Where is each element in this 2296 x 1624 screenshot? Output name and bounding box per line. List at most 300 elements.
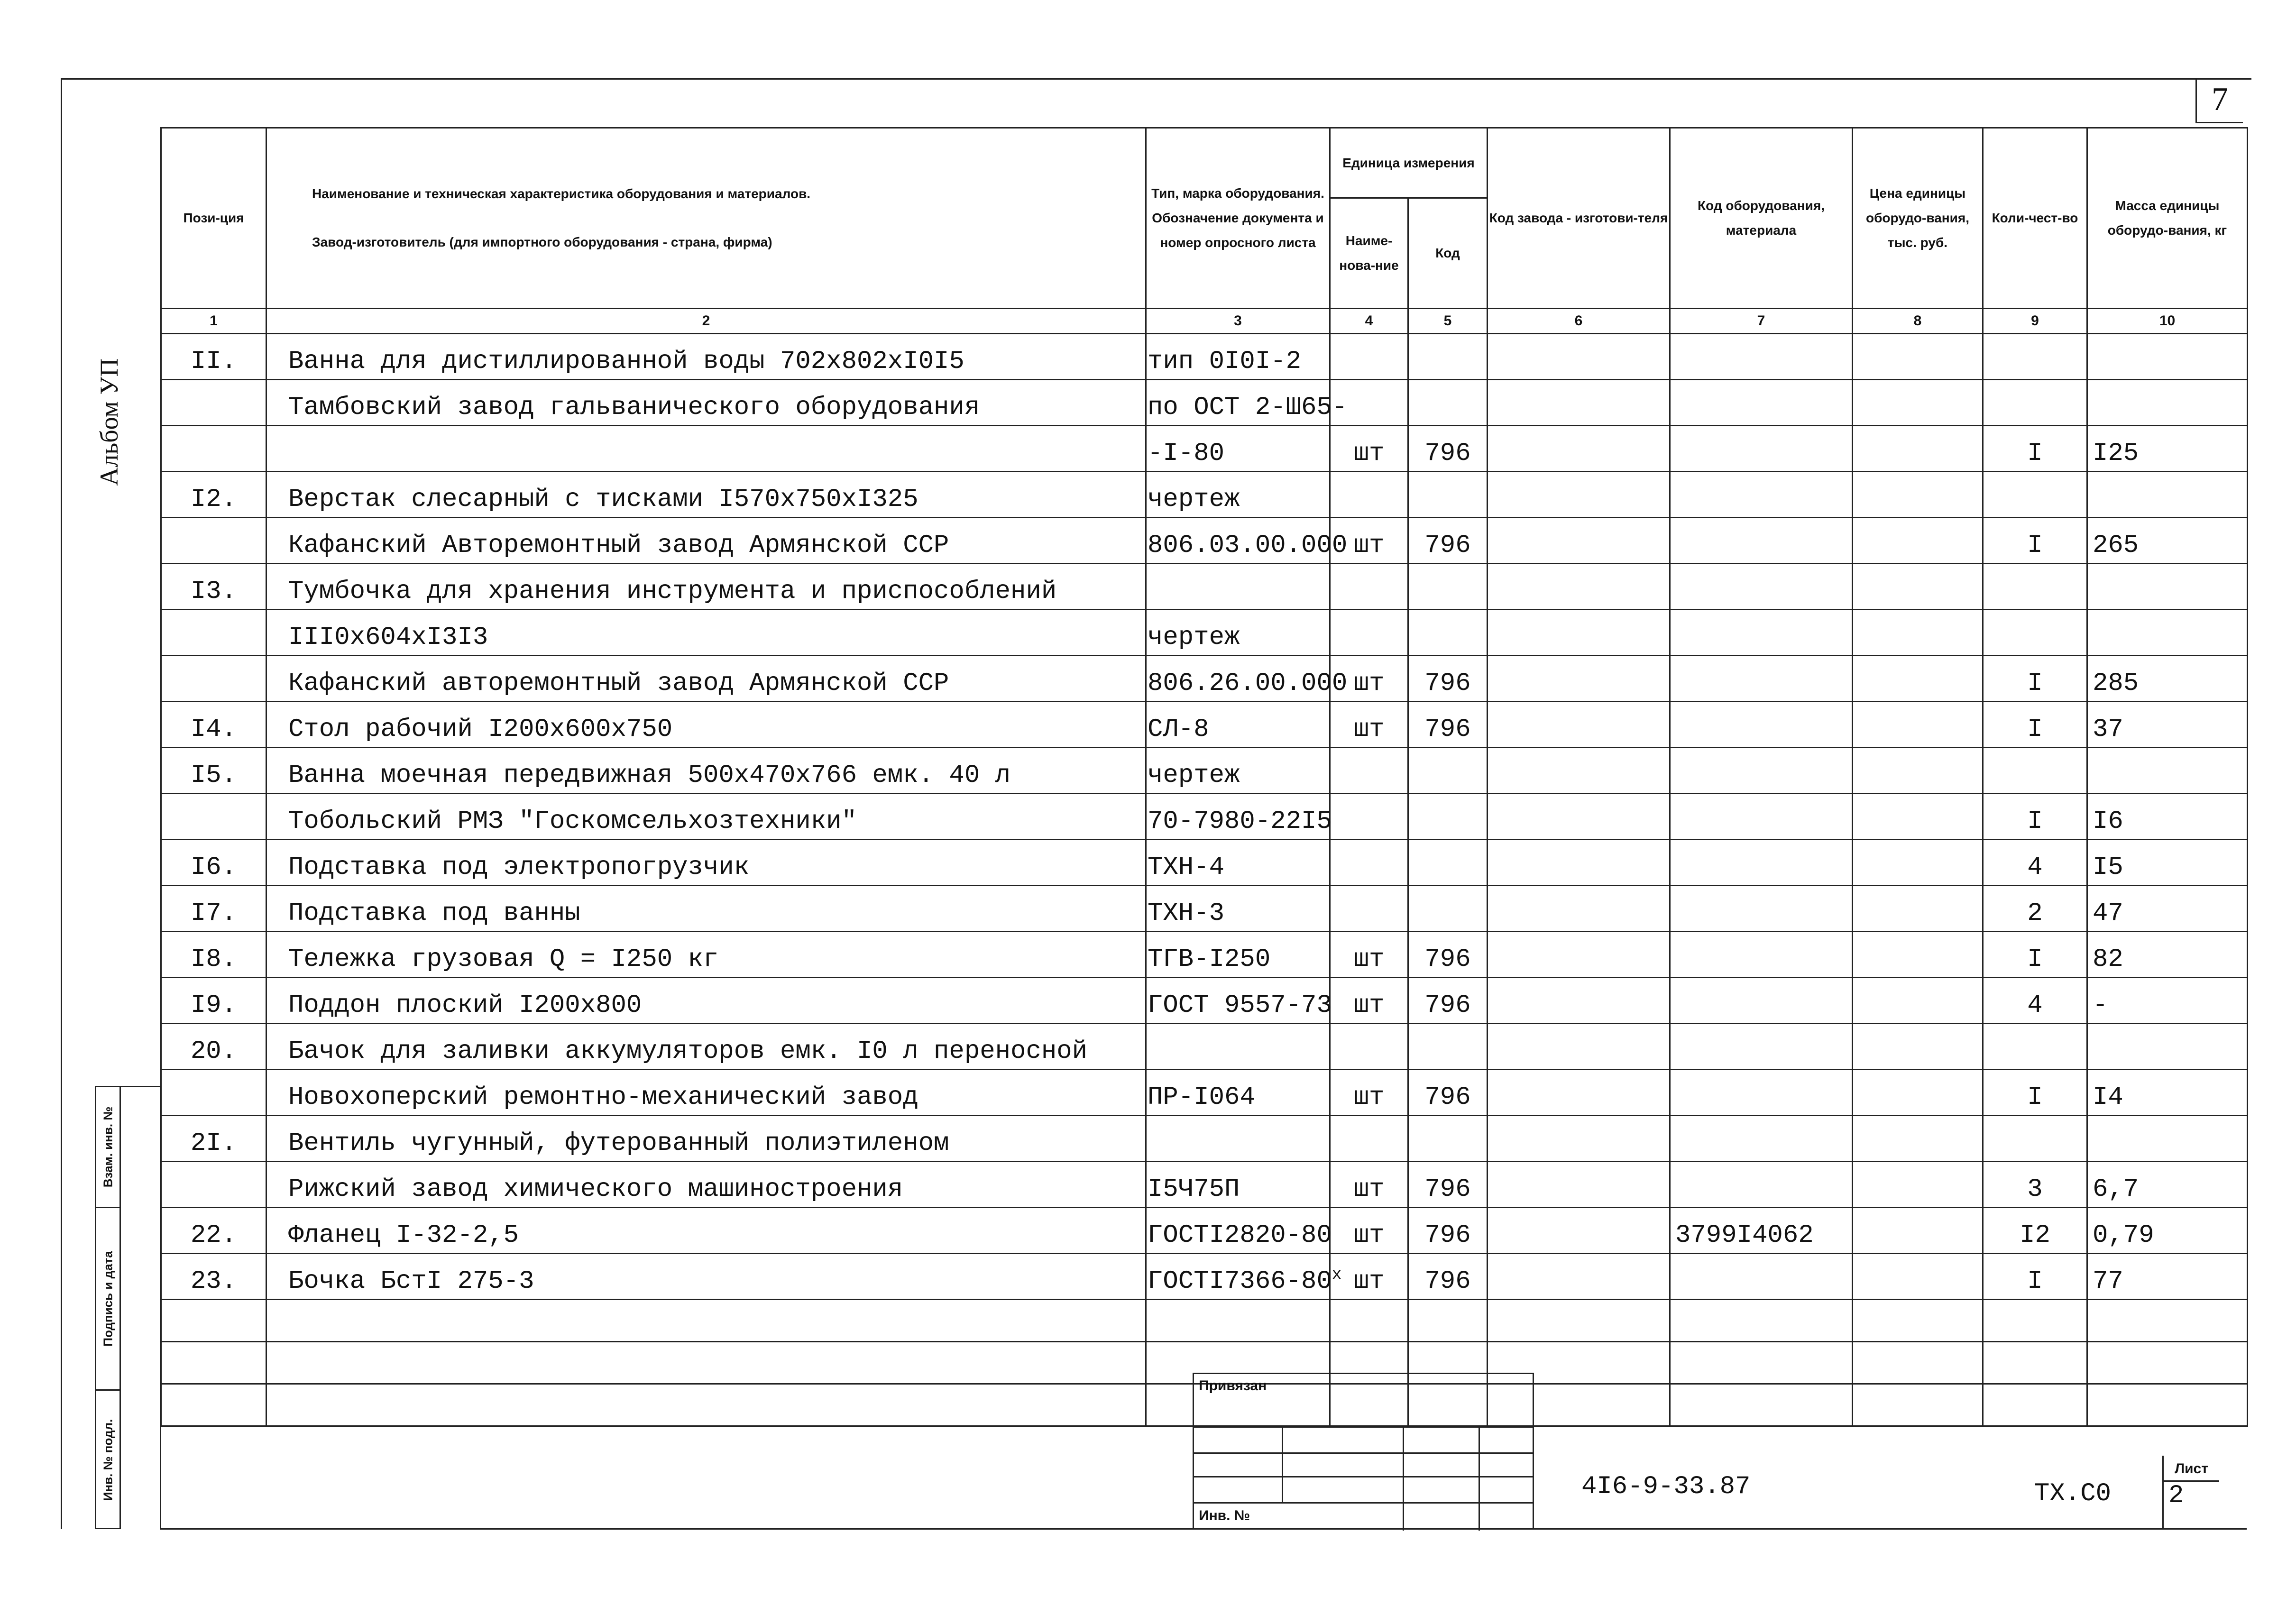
row-name (266, 610, 1146, 656)
empty-row (161, 1300, 2248, 1342)
row-price (1853, 380, 1983, 426)
table-row (161, 886, 2248, 932)
table-row (161, 564, 2248, 610)
row-equipment-code (1670, 748, 1853, 794)
stamp-line (1194, 1426, 1533, 1428)
row-quantity (1983, 656, 2087, 702)
row-position (161, 564, 266, 610)
row-unit (1330, 932, 1408, 978)
row-price (1853, 978, 1983, 1024)
row-price (1853, 1070, 1983, 1116)
row-mass-text: 285 (2093, 669, 2139, 698)
row-mass (2087, 1116, 2248, 1162)
row-quantity (1983, 564, 2087, 610)
row-unit-code-text: 796 (1424, 945, 1471, 974)
empty-cell (1853, 1342, 1983, 1384)
empty-cell (1670, 1342, 1853, 1384)
row-maker-code (1488, 702, 1670, 748)
row-price (1853, 840, 1983, 886)
empty-cell (266, 1300, 1146, 1342)
row-mass-text: 82 (2093, 945, 2123, 974)
row-unit-text: шт (1353, 669, 1385, 698)
stamp-line (1403, 1426, 1404, 1531)
row-unit (1330, 702, 1408, 748)
top-sheet-number: 7 (2195, 78, 2243, 123)
row-name-text: Тележка грузовая Q = I250 кг (288, 945, 719, 974)
row-quantity-text: I (2027, 1267, 2043, 1296)
table-row (161, 932, 2248, 978)
row-mass (2087, 564, 2248, 610)
row-quantity (1983, 1024, 2087, 1070)
row-mass-text: 47 (2093, 899, 2123, 928)
row-name (266, 518, 1146, 564)
row-type (1146, 932, 1330, 978)
row-quantity-text: 4 (2027, 853, 2043, 882)
table-row (161, 794, 2248, 840)
empty-cell (1146, 1300, 1330, 1342)
row-quantity (1983, 1070, 2087, 1116)
type-superscript: x (1332, 1266, 1342, 1284)
table-row (161, 1116, 2248, 1162)
row-mass-text: I6 (2093, 807, 2123, 836)
row-maker-code (1488, 610, 1670, 656)
row-unit (1330, 794, 1408, 840)
stamp-line (1479, 1426, 1480, 1531)
empty-cell (1853, 1300, 1983, 1342)
row-type-text: чертеж (1148, 761, 1240, 790)
header-name-line2: Завод-изготовитель (для импортного оборудования - страна, фирма) (312, 235, 772, 249)
row-maker-code (1488, 932, 1670, 978)
row-mass-text: I5 (2093, 853, 2123, 882)
row-name-text: Фланец I-32-2,5 (288, 1221, 519, 1250)
row-quantity (1983, 932, 2087, 978)
row-equipment-code (1670, 1208, 1853, 1254)
row-unit-code (1408, 932, 1488, 978)
row-unit-code (1408, 1070, 1488, 1116)
row-name (266, 1208, 1146, 1254)
row-mass-text: I25 (2093, 439, 2139, 468)
row-price (1853, 886, 1983, 932)
empty-cell (266, 1384, 1146, 1426)
sheet-box (2162, 1456, 2219, 1529)
row-equipment-code (1670, 978, 1853, 1024)
table-row (161, 334, 2248, 380)
row-type (1146, 564, 1330, 610)
document-code: ТХ.С0 (2034, 1479, 2112, 1508)
row-equipment-code (1670, 656, 1853, 702)
privyazan-label: Привязан (1199, 1378, 1267, 1394)
row-mass (2087, 334, 2248, 380)
header-position: Пози-ция (161, 128, 266, 309)
row-name-text: Тумбочка для хранения инструмента и приспособлений (288, 577, 1057, 606)
row-maker-code (1488, 564, 1670, 610)
row-equipment-code (1670, 610, 1853, 656)
header-equipment-code: Код оборудования, материала (1670, 128, 1853, 309)
row-equipment-code (1670, 1070, 1853, 1116)
table-row (161, 840, 2248, 886)
row-maker-code (1488, 1162, 1670, 1208)
row-unit (1330, 1208, 1408, 1254)
row-mass (2087, 1254, 2248, 1300)
row-position-text: I2. (190, 485, 237, 514)
row-unit-code (1408, 1162, 1488, 1208)
row-equipment-code (1670, 472, 1853, 518)
row-position (161, 472, 266, 518)
row-type (1146, 1024, 1330, 1070)
row-type (1146, 1254, 1342, 1300)
row-unit (1330, 610, 1408, 656)
column-number: 7 (1670, 309, 1853, 334)
row-name (266, 748, 1146, 794)
row-name-text: Ванна для дистиллированной воды 702х802хI0I5 (288, 347, 964, 376)
row-name (266, 1024, 1146, 1070)
side-stamp-sign-label: Подпись и дата (101, 1251, 115, 1347)
row-maker-code (1488, 1024, 1670, 1070)
row-type-text: ГОСТ 9557-73 (1148, 991, 1332, 1020)
row-price (1853, 702, 1983, 748)
row-unit-code-text: 796 (1424, 1175, 1471, 1204)
row-quantity-text: I2 (2020, 1221, 2050, 1250)
empty-cell (1853, 1384, 1983, 1426)
table-row (161, 1024, 2248, 1070)
row-type (1146, 702, 1330, 748)
empty-cell (1330, 1300, 1408, 1342)
row-equipment-code (1670, 1162, 1853, 1208)
row-price (1853, 334, 1983, 380)
row-unit-text: шт (1353, 1221, 1385, 1250)
side-stamp-inv (96, 1391, 119, 1529)
row-equipment-code (1670, 1254, 1853, 1300)
row-price (1853, 1162, 1983, 1208)
row-name-text: Новохоперский ремонтно-механический завод (288, 1083, 918, 1112)
row-name (266, 886, 1146, 932)
row-unit (1330, 840, 1408, 886)
row-maker-code (1488, 656, 1670, 702)
empty-cell (266, 1342, 1146, 1384)
row-unit-code-text: 796 (1424, 1221, 1471, 1250)
side-stamp-fields (121, 1086, 161, 1529)
row-equipment-code (1670, 1024, 1853, 1070)
row-mass-text: 6,7 (2093, 1175, 2139, 1204)
row-price (1853, 748, 1983, 794)
row-unit-code (1408, 334, 1488, 380)
row-quantity-text: I (2027, 439, 2043, 468)
column-number: 2 (266, 309, 1146, 334)
row-maker-code (1488, 380, 1670, 426)
row-quantity-text: 4 (2027, 991, 2043, 1020)
row-type (1146, 1116, 1330, 1162)
row-position-text: 23. (190, 1267, 237, 1296)
row-unit-code-text: 796 (1424, 439, 1471, 468)
row-unit-code (1408, 794, 1488, 840)
table-row (161, 978, 2248, 1024)
row-position (161, 702, 266, 748)
row-unit (1330, 564, 1408, 610)
row-type (1146, 656, 1348, 702)
row-type-text: 70-7980-22I5 (1148, 807, 1332, 836)
row-quantity-text: I (2027, 531, 2043, 560)
row-equipment-code (1670, 886, 1853, 932)
row-unit-code (1408, 840, 1488, 886)
row-mass (2087, 978, 2248, 1024)
row-unit-text: шт (1353, 1083, 1385, 1112)
table-row (161, 1208, 2248, 1254)
row-unit-code (1408, 1208, 1488, 1254)
row-type (1146, 426, 1330, 472)
row-quantity (1983, 886, 2087, 932)
row-equipment-code (1670, 564, 1853, 610)
row-position-text: I5. (190, 761, 237, 790)
column-number: 10 (2087, 309, 2248, 334)
empty-cell (2087, 1342, 2248, 1384)
row-position (161, 886, 266, 932)
row-type-text: тип 0I0I-2 (1148, 347, 1302, 376)
row-unit (1330, 1162, 1408, 1208)
empty-cell (1983, 1384, 2087, 1426)
table-row (161, 702, 2248, 748)
row-position (161, 610, 266, 656)
row-unit-code (1408, 472, 1488, 518)
row-unit-code (1408, 656, 1488, 702)
row-equipment-code (1670, 426, 1853, 472)
row-name-text: Бочка БстI 275-3 (288, 1267, 534, 1296)
row-name (266, 932, 1146, 978)
row-quantity (1983, 1208, 2087, 1254)
row-type (1146, 1208, 1330, 1254)
empty-cell (1408, 1300, 1488, 1342)
row-name-text: Подставка под электропогрузчик (288, 853, 750, 882)
row-unit-code (1408, 886, 1488, 932)
row-price (1853, 932, 1983, 978)
row-mass (2087, 1070, 2248, 1116)
row-maker-code (1488, 840, 1670, 886)
row-unit-code (1408, 702, 1488, 748)
column-number: 5 (1408, 309, 1488, 334)
row-position-text: II. (190, 347, 237, 376)
table-row (161, 472, 2248, 518)
row-mass (2087, 1208, 2248, 1254)
row-maker-code (1488, 334, 1670, 380)
row-mass (2087, 932, 2248, 978)
row-unit-code (1408, 748, 1488, 794)
header-unit-name: Наиме-нова-ние (1330, 198, 1408, 309)
row-type-text: чертеж (1148, 485, 1240, 514)
row-price (1853, 656, 1983, 702)
row-position (161, 334, 266, 380)
row-position-text: I9. (190, 991, 237, 1020)
column-number: 1 (161, 309, 266, 334)
side-stamp-inv-label: Инв. № подл. (101, 1419, 115, 1501)
row-name-text: Стол рабочий I200х600х750 (288, 715, 673, 744)
row-price (1853, 426, 1983, 472)
row-mass-text: 265 (2093, 531, 2139, 560)
row-quantity-text: I (2027, 669, 2043, 698)
row-unit-code-text: 796 (1424, 715, 1471, 744)
row-equipment-code (1670, 794, 1853, 840)
row-name (266, 380, 1146, 426)
row-unit-code (1408, 610, 1488, 656)
row-name-text: Верстак слесарный с тисками I570х750хI325 (288, 485, 918, 514)
row-unit-code (1408, 426, 1488, 472)
row-unit-text: шт (1353, 991, 1385, 1020)
table-row (161, 380, 2248, 426)
row-quantity (1983, 1116, 2087, 1162)
table-row (161, 1254, 2248, 1300)
row-mass-text: 0,79 (2093, 1221, 2154, 1250)
row-position-text: 20. (190, 1037, 237, 1066)
header-price: Цена единицы оборудо-вания, тыс. руб. (1853, 128, 1983, 309)
row-type-text: ПР-I064 (1148, 1083, 1255, 1112)
row-quantity-text: I (2027, 945, 2043, 974)
row-unit-code-text: 796 (1424, 669, 1471, 698)
row-maker-code (1488, 886, 1670, 932)
row-mass-text: 77 (2093, 1267, 2123, 1296)
sheet-number: 2 (2168, 1481, 2184, 1510)
row-mass (2087, 656, 2248, 702)
row-name (266, 334, 1146, 380)
row-equipment-code (1670, 932, 1853, 978)
row-unit (1330, 1024, 1408, 1070)
row-name (266, 1116, 1146, 1162)
table-row (161, 610, 2248, 656)
row-maker-code (1488, 748, 1670, 794)
row-price (1853, 610, 1983, 656)
row-name (266, 840, 1146, 886)
row-unit (1330, 426, 1408, 472)
row-type (1146, 472, 1330, 518)
row-type (1146, 794, 1330, 840)
stamp-line (1194, 1476, 1533, 1477)
row-type-text: ТХН-3 (1148, 899, 1225, 928)
row-mass-text: - (2093, 991, 2108, 1020)
row-position (161, 518, 266, 564)
row-position (161, 1208, 266, 1254)
row-equipment-code (1670, 334, 1853, 380)
empty-cell (2087, 1384, 2248, 1426)
row-position (161, 794, 266, 840)
table-row (161, 1070, 2248, 1116)
header-unit-code: Код (1408, 198, 1488, 309)
row-position (161, 1162, 266, 1208)
row-unit (1330, 748, 1408, 794)
row-type-text: ГОСТI2820-80 (1148, 1221, 1332, 1250)
row-unit-text: шт (1353, 531, 1385, 560)
row-name-text: Подставка под ванны (288, 899, 580, 928)
side-stamp-vzam-label: Взам. инв. № (101, 1106, 115, 1188)
row-position (161, 1070, 266, 1116)
row-maker-code (1488, 1208, 1670, 1254)
row-name-text: Кафанский авторемонтный завод Армянской ССР (288, 669, 949, 698)
row-name-text: Ванна моечная передвижная 500х470х766 емк. 40 л (288, 761, 1011, 790)
row-quantity (1983, 1254, 2087, 1300)
row-name-text: Тамбовский завод гальванического оборудования (288, 393, 980, 422)
row-mass (2087, 748, 2248, 794)
album-label-text: Альбом УП (95, 358, 123, 486)
empty-cell (2087, 1300, 2248, 1342)
row-unit-code (1408, 1024, 1488, 1070)
row-quantity (1983, 472, 2087, 518)
row-mass (2087, 610, 2248, 656)
row-name-text: Тобольский РМЗ "Госкомсельхозтехники" (288, 807, 857, 836)
row-name (266, 426, 1146, 472)
column-number: 3 (1146, 309, 1330, 334)
row-maker-code (1488, 1254, 1670, 1300)
column-number: 4 (1330, 309, 1408, 334)
empty-cell (1670, 1384, 1853, 1426)
row-mass (2087, 840, 2248, 886)
stamp-line (1282, 1426, 1283, 1502)
row-mass (2087, 518, 2248, 564)
row-price (1853, 472, 1983, 518)
row-equipment-code (1670, 518, 1853, 564)
row-quantity-text: I (2027, 807, 2043, 836)
row-unit-code-text: 796 (1424, 1267, 1471, 1296)
row-unit (1330, 886, 1408, 932)
table-row (161, 748, 2248, 794)
row-type (1146, 840, 1330, 886)
row-maker-code (1488, 518, 1670, 564)
row-position (161, 978, 266, 1024)
empty-cell (161, 1342, 266, 1384)
document-designation: 4I6-9-33.87 (1581, 1472, 1751, 1501)
row-name-text: Вентиль чугунный, футерованный полиэтиленом (288, 1129, 949, 1158)
stamp-line (1194, 1452, 1533, 1454)
row-quantity-text: 2 (2027, 899, 2043, 928)
row-position-text: I8. (190, 945, 237, 974)
row-position (161, 1254, 266, 1300)
header-maker-code: Код завода - изготови-теля (1488, 128, 1670, 309)
row-quantity-text: I (2027, 1083, 2043, 1112)
row-type (1146, 380, 1348, 426)
row-unit-code (1408, 380, 1488, 426)
row-equipment-code (1670, 380, 1853, 426)
row-name-text: Рижский завод химического машиностроения (288, 1175, 903, 1204)
row-name-text: Поддон плоский I200х800 (288, 991, 642, 1020)
row-type-text: СЛ-8 (1148, 715, 1209, 744)
side-stamp-vzam (96, 1087, 119, 1208)
row-unit-code-text: 796 (1424, 1083, 1471, 1112)
table-row (161, 1162, 2248, 1208)
column-number: 8 (1853, 309, 1983, 334)
row-position (161, 932, 266, 978)
row-unit-text: шт (1353, 1175, 1385, 1204)
row-unit-text: шт (1353, 1267, 1385, 1296)
row-mass (2087, 472, 2248, 518)
row-unit (1330, 978, 1408, 1024)
row-quantity (1983, 426, 2087, 472)
row-price (1853, 1024, 1983, 1070)
row-mass (2087, 426, 2248, 472)
row-position (161, 380, 266, 426)
row-type-text: ГОСТI7366-80 (1148, 1267, 1332, 1296)
row-quantity (1983, 978, 2087, 1024)
row-position (161, 1024, 266, 1070)
row-position (161, 748, 266, 794)
binding-stamp (1193, 1373, 1534, 1529)
row-position-text: I6. (190, 853, 237, 882)
row-position-text: I3. (190, 577, 237, 606)
row-unit-code-text: 796 (1424, 531, 1471, 560)
table-row (161, 656, 2248, 702)
stamp-line (1194, 1502, 1533, 1504)
row-position-text: I7. (190, 899, 237, 928)
row-quantity (1983, 334, 2087, 380)
row-name (266, 472, 1146, 518)
row-type (1146, 978, 1330, 1024)
sheet-label: Лист (2164, 1456, 2219, 1482)
row-unit-text: шт (1353, 945, 1385, 974)
row-unit-code (1408, 564, 1488, 610)
